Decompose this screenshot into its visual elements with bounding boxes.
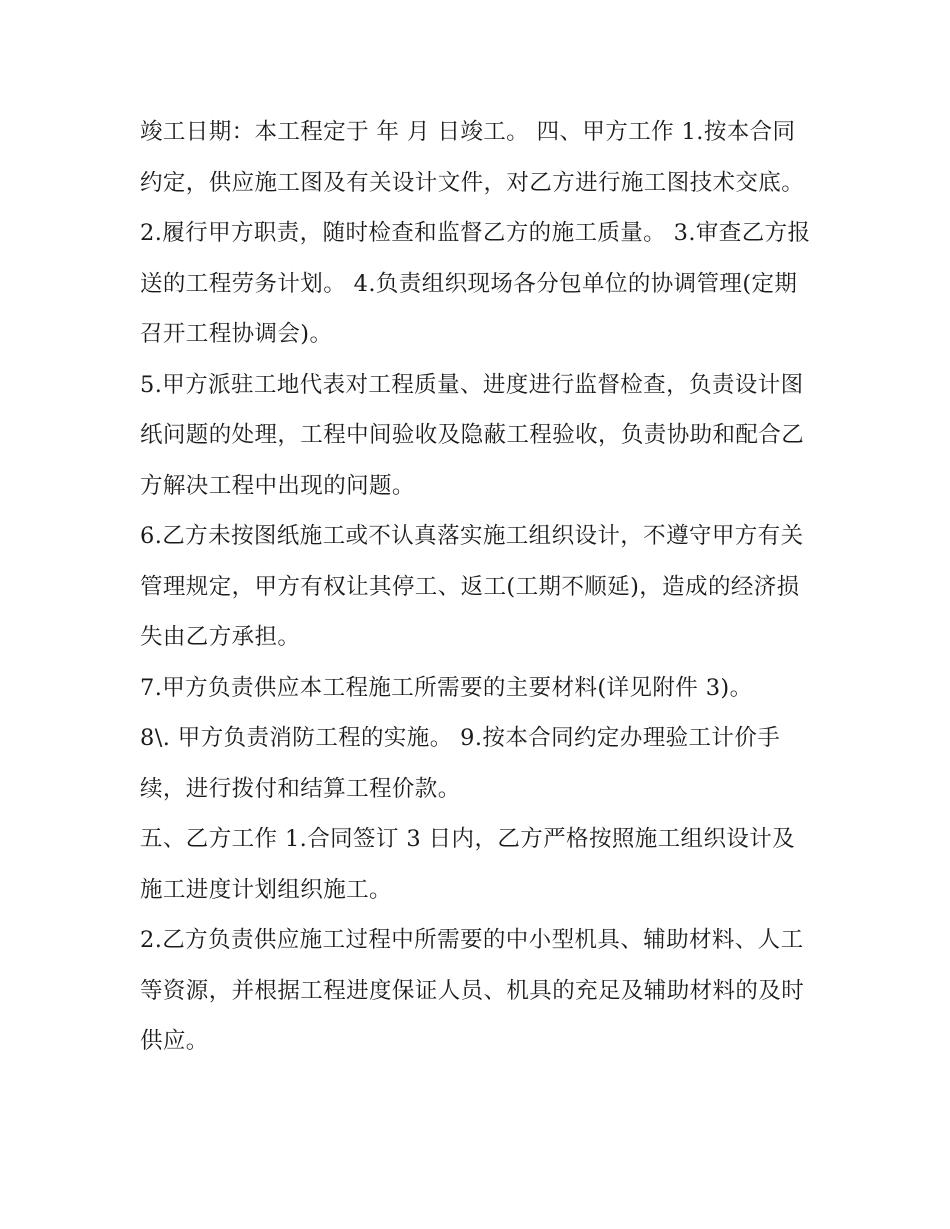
paragraph-party-a-duty-6: 6.乙方未按图纸施工或不认真落实施工组织设计，不遵守甲方有关管理规定，甲方有权让其停工、返工(工期不顺延)，造成的经济损失由乙方承担。 (140, 523, 804, 650)
paragraph-party-a-duty-5: 5.甲方派驻工地代表对工程质量、进度进行监督检查，负责设计图纸问题的处理，工程中间验收及隐蔽工程验收，负责协助和配合乙方解决工程中出现的问题。 (140, 371, 805, 499)
document-body (140, 107, 815, 1067)
paragraph-party-a-duty-7: 7.甲方负责供应本工程施工所需要的主要材料(详见附件 3)。 (140, 674, 753, 701)
paragraph-completion-date: 竣工日期：本工程定于 年 月 日竣工。 四、甲方工作 1.按本合同约定，供应施工图及有关设计文件，对乙方进行施工图技术交底。 (140, 119, 805, 196)
paragraph-party-a-duties-8-9: 8\. 甲方负责消防工程的实施。 9.按本合同约定办理验工计价手续，进行拨付和结算工程价款。 (140, 725, 781, 802)
paragraph-party-a-duties-2-4: 2.履行甲方职责，随时检查和监督乙方的施工质量。 3.审查乙方报送的工程劳务计划。 4.负责组织现场各分包单位的协调管理(定期召开工程协调会)。 (140, 220, 811, 347)
paragraph-party-b-duty-1: 五、乙方工作 1.合同签订 3 日内，乙方严格按照施工组织设计及施工进度计划组织施工。 (140, 826, 796, 903)
paragraph-party-b-duty-2: 2.乙方负责供应施工过程中所需要的中小型机具、辅助材料、人工等资源，并根据工程进度保证人员、机具的充足及辅助材料的及时供应。 (140, 927, 805, 1054)
